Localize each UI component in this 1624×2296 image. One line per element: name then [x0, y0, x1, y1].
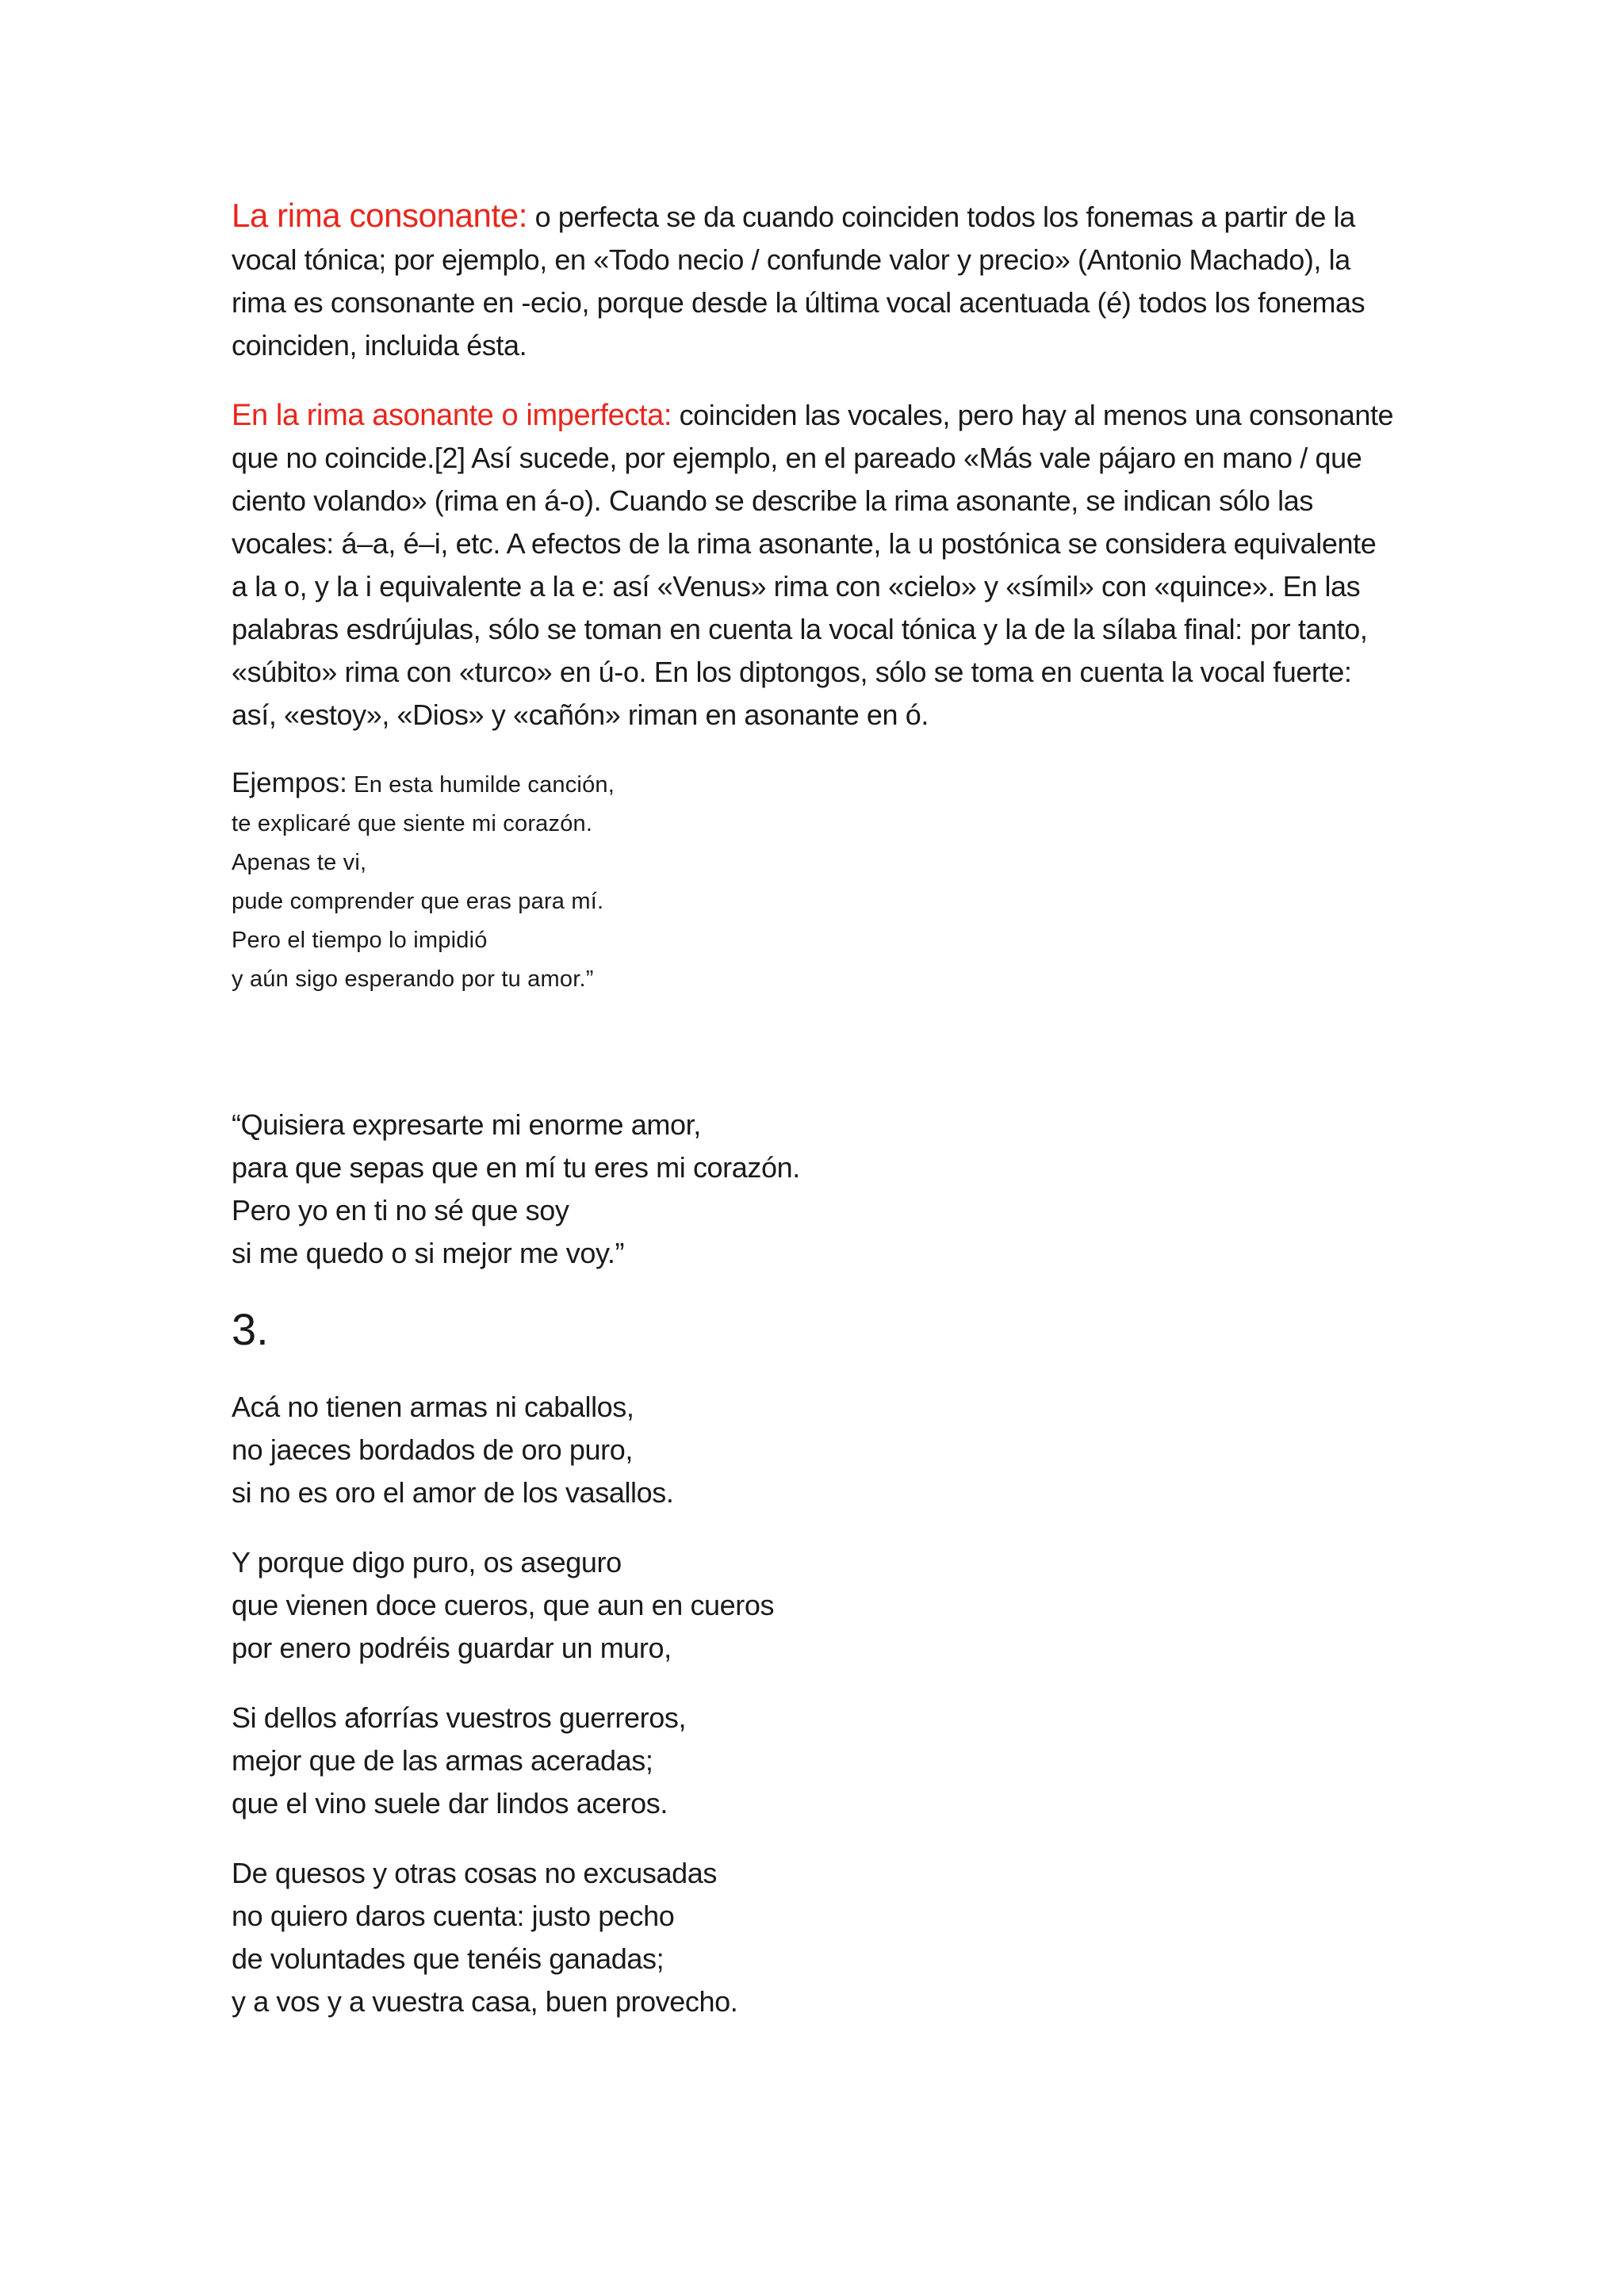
poem-line: “Quisiera expresarte mi enorme amor,: [232, 1108, 701, 1141]
ejemplos-line: Apenas te vi,: [232, 850, 367, 875]
section-number: 3.: [232, 1304, 269, 1354]
poem-line: Si dellos aforrías vuestros guerreros,: [232, 1701, 687, 1734]
poem-line: Pero yo en ti no sé que soy: [232, 1194, 569, 1226]
consonante-text: o perfecta se da cuando coinciden todos los fonemas a partir de la vocal tónica; por ejemplo, en «Todo necio / confunde valor y precio» (Antonio Machado), la rima es consonante en -ecio, porque desde la última vocal acentuada (é) todos los fonemas coinciden, incluida ésta.: [232, 201, 1365, 362]
asonante-paragraph: [232, 394, 1397, 737]
ejemplos-line: Pero el tiempo lo impidió: [232, 928, 488, 953]
asonante-heading: En la rima asonante o imperfecta:: [232, 399, 672, 432]
poem-line: si me quedo o si mejor me voy.”: [232, 1237, 625, 1269]
poem-line: de voluntades que tenéis ganadas;: [232, 1942, 665, 1975]
ejemplos-line: te explicaré que siente mi corazón.: [232, 811, 593, 836]
poem-line: Y porque digo puro, os aseguro: [232, 1546, 622, 1578]
poem-line: que el vino suele dar lindos aceros.: [232, 1787, 668, 1820]
poem-stanza: [232, 1386, 1397, 1514]
document-page: [232, 194, 1397, 2050]
ejemplos-line: y aún sigo esperando por tu amor.”: [232, 966, 594, 992]
poem-line: mejor que de las armas aceradas;: [232, 1744, 653, 1777]
asonante-text: coinciden las vocales, pero hay al menos una consonante que no coincide.[2] Así sucede, por ejemplo, en el pareado «Más vale pájaro en mano / que ciento volando» (rima en á-o). Cuando se describe la rima asonante, se indican sólo las vocales: á–a, é–i, etc. A efectos de la rima asonante, la u postónica se considera equivalente a la o, y la i equivalente a la e: así «Venus» rima con «cielo» y «símil» con «quince». En las palabras esdrújulas, sólo se toman en cuenta la vocal tónica y la de la sílaba final: por tanto, «súbito» rima con «turco» en ú-o. En los diptongos, sólo se toma en cuenta la vocal fuerte: así, «estoy», «Dios» y «cañón» riman en asonante en ó.: [232, 399, 1394, 731]
poem-line: si no es oro el amor de los vasallos.: [232, 1476, 674, 1509]
poem-line: no quiero daros cuenta: justo pecho: [232, 1900, 675, 1932]
poem-stanza: [232, 1697, 1397, 1825]
poem-stanza: [232, 1541, 1397, 1670]
ejemplos-line: En esta humilde canción,: [347, 772, 615, 798]
poem-line: y a vos y a vuestra casa, buen provecho.: [232, 1985, 738, 2018]
ejemplos-line: pude comprender que eras para mí.: [232, 889, 604, 914]
poem-stanza: [232, 1852, 1397, 2023]
poem-line: por enero podréis guardar un muro,: [232, 1632, 672, 1664]
poem-line: que vienen doce cueros, que aun en cueros: [232, 1589, 775, 1621]
poem-line: De quesos y otras cosas no excusadas: [232, 1857, 717, 1889]
poem-line: para que sepas que en mí tu eres mi corazón.: [232, 1151, 800, 1184]
ejemplos-label: Ejempos:: [232, 767, 347, 798]
consonante-paragraph: [232, 194, 1397, 367]
poem-line: Acá no tienen armas ni caballos,: [232, 1391, 634, 1423]
ejemplos-block: [232, 763, 1397, 999]
ejemplos-first-line: [232, 763, 1397, 805]
consonante-heading: La rima consonante:: [232, 197, 527, 234]
poem-line: no jaeces bordados de oro puro,: [232, 1433, 633, 1466]
poem-stanza: [232, 1104, 1397, 1275]
